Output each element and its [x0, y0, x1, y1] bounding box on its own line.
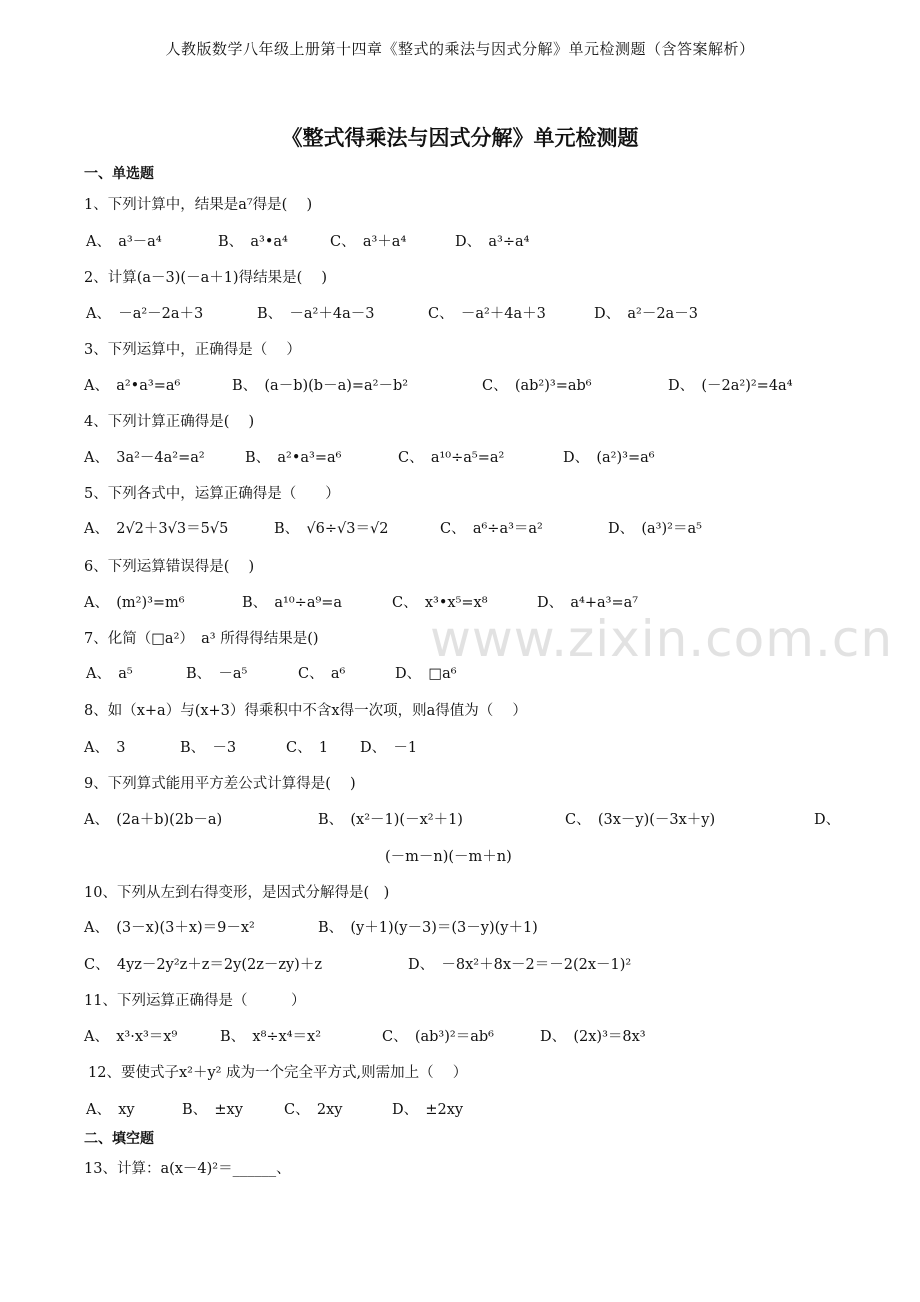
option-c: C、 4yz－2y²z＋z＝2y(2z－zy)＋z	[84, 957, 322, 973]
question-stem: 8、如（x+a）与(x+3）得乘积中不含x得一次项，则a得值为（ ）	[84, 703, 527, 719]
option-b: B、 (a－b)(b－a)=a²－b²	[232, 378, 409, 394]
question-stem: 13、计算：a(x－4)²＝______、	[84, 1161, 291, 1177]
option-b: B、 (x²－1)(－x²＋1)	[318, 812, 463, 828]
question-stem: 11、下列运算正确得是（ ）	[84, 993, 306, 1009]
question-stem: 12、要使式子x²＋y² 成为一个完全平方式,则需加上（ ）	[88, 1065, 468, 1081]
option-c: C、 2xy	[284, 1102, 343, 1118]
option-d: D、	[814, 812, 841, 828]
option-c: C、 －a²＋4a＋3	[428, 306, 546, 322]
question-stem: 3、下列运算中，正确得是（ ）	[84, 342, 301, 358]
question-stem: 1、下列计算中，结果是a⁷得是( )	[84, 197, 313, 213]
option-c: C、 (3x－y)(－3x＋y)	[565, 812, 716, 828]
option-d: D、 a²－2a－3	[594, 306, 698, 322]
option-d: D、 －1	[360, 740, 418, 756]
page-title: 《整式得乘法与因式分解》单元检测题	[281, 126, 639, 150]
option-b: B、 a³•a⁴	[218, 234, 288, 250]
option-b: B、 √6÷√3＝√2	[274, 521, 389, 537]
option-d: D、 －8x²＋8x－2＝－2(2x－1)²	[408, 957, 632, 973]
question-stem: 5、下列各式中，运算正确得是（ ）	[84, 486, 340, 502]
option-b: B、 －a²＋4a－3	[257, 306, 375, 322]
option-a: A、 3a²－4a²=a²	[84, 450, 205, 466]
option-d: D、 ±2xy	[392, 1102, 464, 1118]
question-stem: 6、下列运算错误得是( )	[84, 559, 255, 575]
option-a: A、 xy	[86, 1102, 135, 1118]
option-b: B、 x⁸÷x⁴＝x²	[220, 1029, 322, 1045]
option-c: C、 a³＋a⁴	[330, 234, 407, 250]
option-a: A、 a⁵	[86, 666, 133, 682]
option-d: D、 (2x)³＝8x³	[540, 1029, 646, 1045]
option-a: A、 3	[84, 740, 126, 756]
option-d: D、 a⁴+a³=a⁷	[537, 595, 639, 611]
option-b: B、 －a⁵	[186, 666, 248, 682]
option-c: C、 (ab²)³=ab⁶	[482, 378, 592, 394]
option-a: A、 x³·x³＝x⁹	[84, 1029, 178, 1045]
option-a: A、 (m²)³=m⁶	[84, 595, 185, 611]
question-stem: 9、下列算式能用平方差公式计算得是( )	[84, 776, 356, 792]
option-b: B、 (y＋1)(y－3)＝(3－y)(y＋1)	[318, 920, 538, 936]
option-c: C、 (ab³)²＝ab⁶	[382, 1029, 494, 1045]
option-b: B、 a¹⁰÷a⁹=a	[242, 595, 343, 611]
option-c: C、 1	[286, 740, 329, 756]
option-d: D、 □a⁶	[395, 666, 457, 682]
option-b: B、 －3	[180, 740, 237, 756]
option-c: C、 a¹⁰÷a⁵=a²	[398, 450, 505, 466]
option-d: D、 a³÷a⁴	[455, 234, 530, 250]
option-c: C、 a⁶÷a³＝a²	[440, 521, 543, 537]
section-heading-single-choice: 一、单选题	[84, 166, 154, 182]
question-stem: 10、下列从左到右得变形，是因式分解得是( )	[84, 885, 390, 901]
option-a: A、 (2a＋b)(2b－a)	[84, 812, 223, 828]
option-d-expression: (－m－n)(－m＋n)	[385, 849, 512, 865]
option-d: D、 (a³)²＝a⁵	[608, 521, 702, 537]
option-b: B、 a²•a³=a⁶	[245, 450, 342, 466]
question-stem: 2、计算(a－3)(－a＋1)得结果是( )	[84, 270, 328, 286]
option-b: B、 ±xy	[182, 1102, 243, 1118]
question-stem: 4、下列计算正确得是( )	[84, 414, 255, 430]
question-stem: 7、化简（□a²） a³ 所得得结果是()	[84, 631, 319, 647]
page-header: 人教版数学八年级上册第十四章《整式的乘法与因式分解》单元检测题（含答案解析）	[165, 40, 755, 58]
option-a: A、 2√2＋3√3＝5√5	[84, 521, 229, 537]
option-a: A、 (3－x)(3＋x)＝9－x²	[84, 920, 255, 936]
option-d: D、 (－2a²)²=4a⁴	[668, 378, 793, 394]
option-a: A、 －a²－2a＋3	[86, 306, 204, 322]
watermark: www.zixin.com.cn	[430, 610, 894, 668]
section-heading-fill-in: 二、填空题	[84, 1131, 154, 1147]
option-c: C、 a⁶	[298, 666, 346, 682]
option-a: A、 a³－a⁴	[86, 234, 162, 250]
option-a: A、 a²•a³=a⁶	[84, 378, 181, 394]
option-c: C、 x³•x⁵=x⁸	[392, 595, 488, 611]
option-d: D、 (a²)³=a⁶	[563, 450, 655, 466]
